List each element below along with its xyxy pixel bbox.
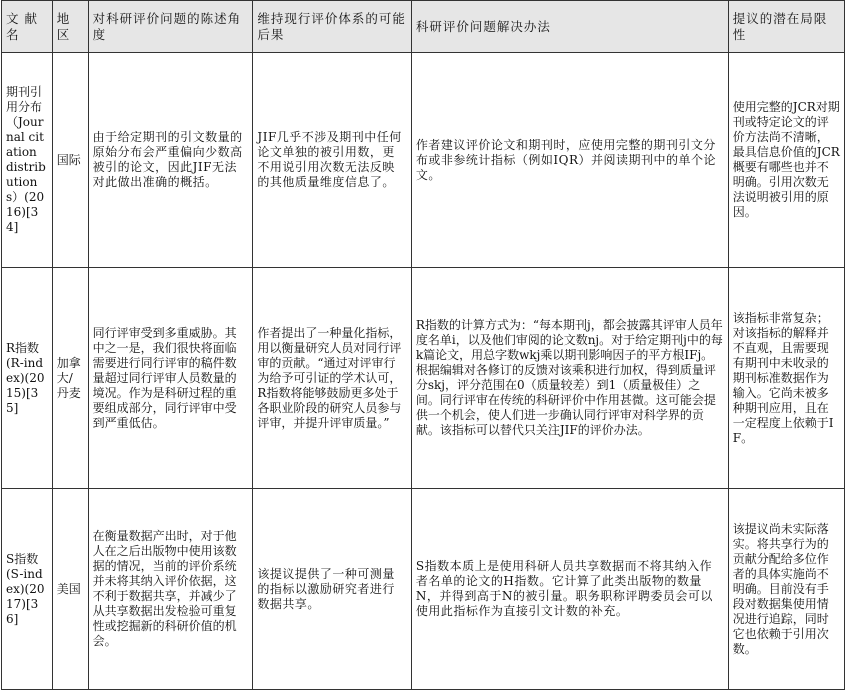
cell-region: 美国: [52, 489, 88, 690]
header-angle: 对科研评价问题的陈述角度: [88, 1, 253, 53]
cell-solution: 作者建议评价论文和期刊时，应使用完整的期刊引文分布或非参统计指标（例如IQR）并阅读期刊中的单个论文。: [411, 53, 728, 268]
cell-limitation: 使用完整的JCR对期刊或特定论文的评价方法尚不清晰，最具信息价值的JCR概要有哪些也并不明确。引用次数无法说明被引用的原因。: [728, 53, 844, 268]
table-header-row: [2, 1, 845, 53]
cell-angle: 由于给定期刊的引文数量的原始分布会严重偏向少数高被引的论文，因此JIF无法对此做出准确的概括。: [88, 53, 253, 268]
header-outcome: 维持现行评价体系的可能后果: [253, 1, 411, 53]
table-row: [2, 268, 845, 489]
cell-solution: S指数本质上是使用科研人员共享数据而不将其纳入作者名单的论文的H指数。它计算了此类出版物的数量N，并得到高于N的被引量。职务职称评聘委员会可以使用此指标作为直接引文计数的补充。: [411, 489, 728, 690]
cell-name: S指数(S-index)(2017)[36]: [2, 489, 53, 690]
cell-limitation: 该提议尚未实际落实。将共享行为的贡献分配给多位作者的具体实施尚不明确。目前没有手段对数据集使用情况进行追踪，同时它也依赖于引用次数。: [728, 489, 844, 690]
cell-outcome: 作者提出了一种量化指标，用以衡量研究人员对同行评审的贡献。“通过对评审行为给予可引证的学术认可，R指数将能够鼓励更多处于各职业阶段的研究人员参与评审，并提升评审质量。”: [253, 268, 411, 489]
table-row: [2, 53, 845, 268]
cell-angle: 同行评审受到多重威胁。其中之一是，我们很快将面临需要进行同行评审的稿件数量超过同行评审人员数量的境况。作为是科研过程的重要组成部分，同行评审中受到严重低估。: [88, 268, 253, 489]
cell-angle: 在衡量数据产出时，对于他人在之后出版物中使用该数据的情况，当前的评价系统并未将其纳入评价依据，这不利于数据共享，并减少了从共享数据出发检验可重复性或挖掘新的科研价值的机会。: [88, 489, 253, 690]
comparison-table: [1, 0, 845, 690]
cell-name: R指数(R-index)(2015)[35]: [2, 268, 53, 489]
cell-region: 国际: [52, 53, 88, 268]
header-region: 地区: [52, 1, 88, 53]
cell-outcome: 该提议提供了一种可测量的指标以激励研究者进行数据共享。: [253, 489, 411, 690]
table-row: [2, 489, 845, 690]
cell-limitation: 该指标非常复杂；对该指标的解释并不直观，且需要现有期刊中未收录的期刊标准数据作为输入。它尚未被多种期刊应用，且在一定程度上依赖于IF。: [728, 268, 844, 489]
cell-solution: R指数的计算方式为：“每本期刊j，都会披露其评审人员年度名单i，以及他们审阅的论文数nj。对于给定期刊j中的每k篇论文，用总字数wkj乘以期刊影响因子的平方根IFj。根据编辑对各修订的反馈对该乘积进行加权，得到质量评分skj，评分范围在0（质量较差）到1（质量极佳）之间。同行评审在传统的科研评价中作用甚微。这可能会提供一个机会，使人们进一步确认同行评审对科学界的贡献。该指标可以替代只关注JIF的评价办法。: [411, 268, 728, 489]
cell-region: 加拿大/丹麦: [52, 268, 88, 489]
header-solution: 科研评价问题解决办法: [411, 1, 728, 53]
header-name: 文 献 名: [2, 1, 53, 53]
header-limitation: 提议的潜在局限性: [728, 1, 844, 53]
cell-name: 期刊引用分布（Journal citation distributions）(2016)[34]: [2, 53, 53, 268]
cell-outcome: JIF几乎不涉及期刊中任何论文单独的被引用数，更不用说引用次数无法反映的其他质量维度信息了。: [253, 53, 411, 268]
